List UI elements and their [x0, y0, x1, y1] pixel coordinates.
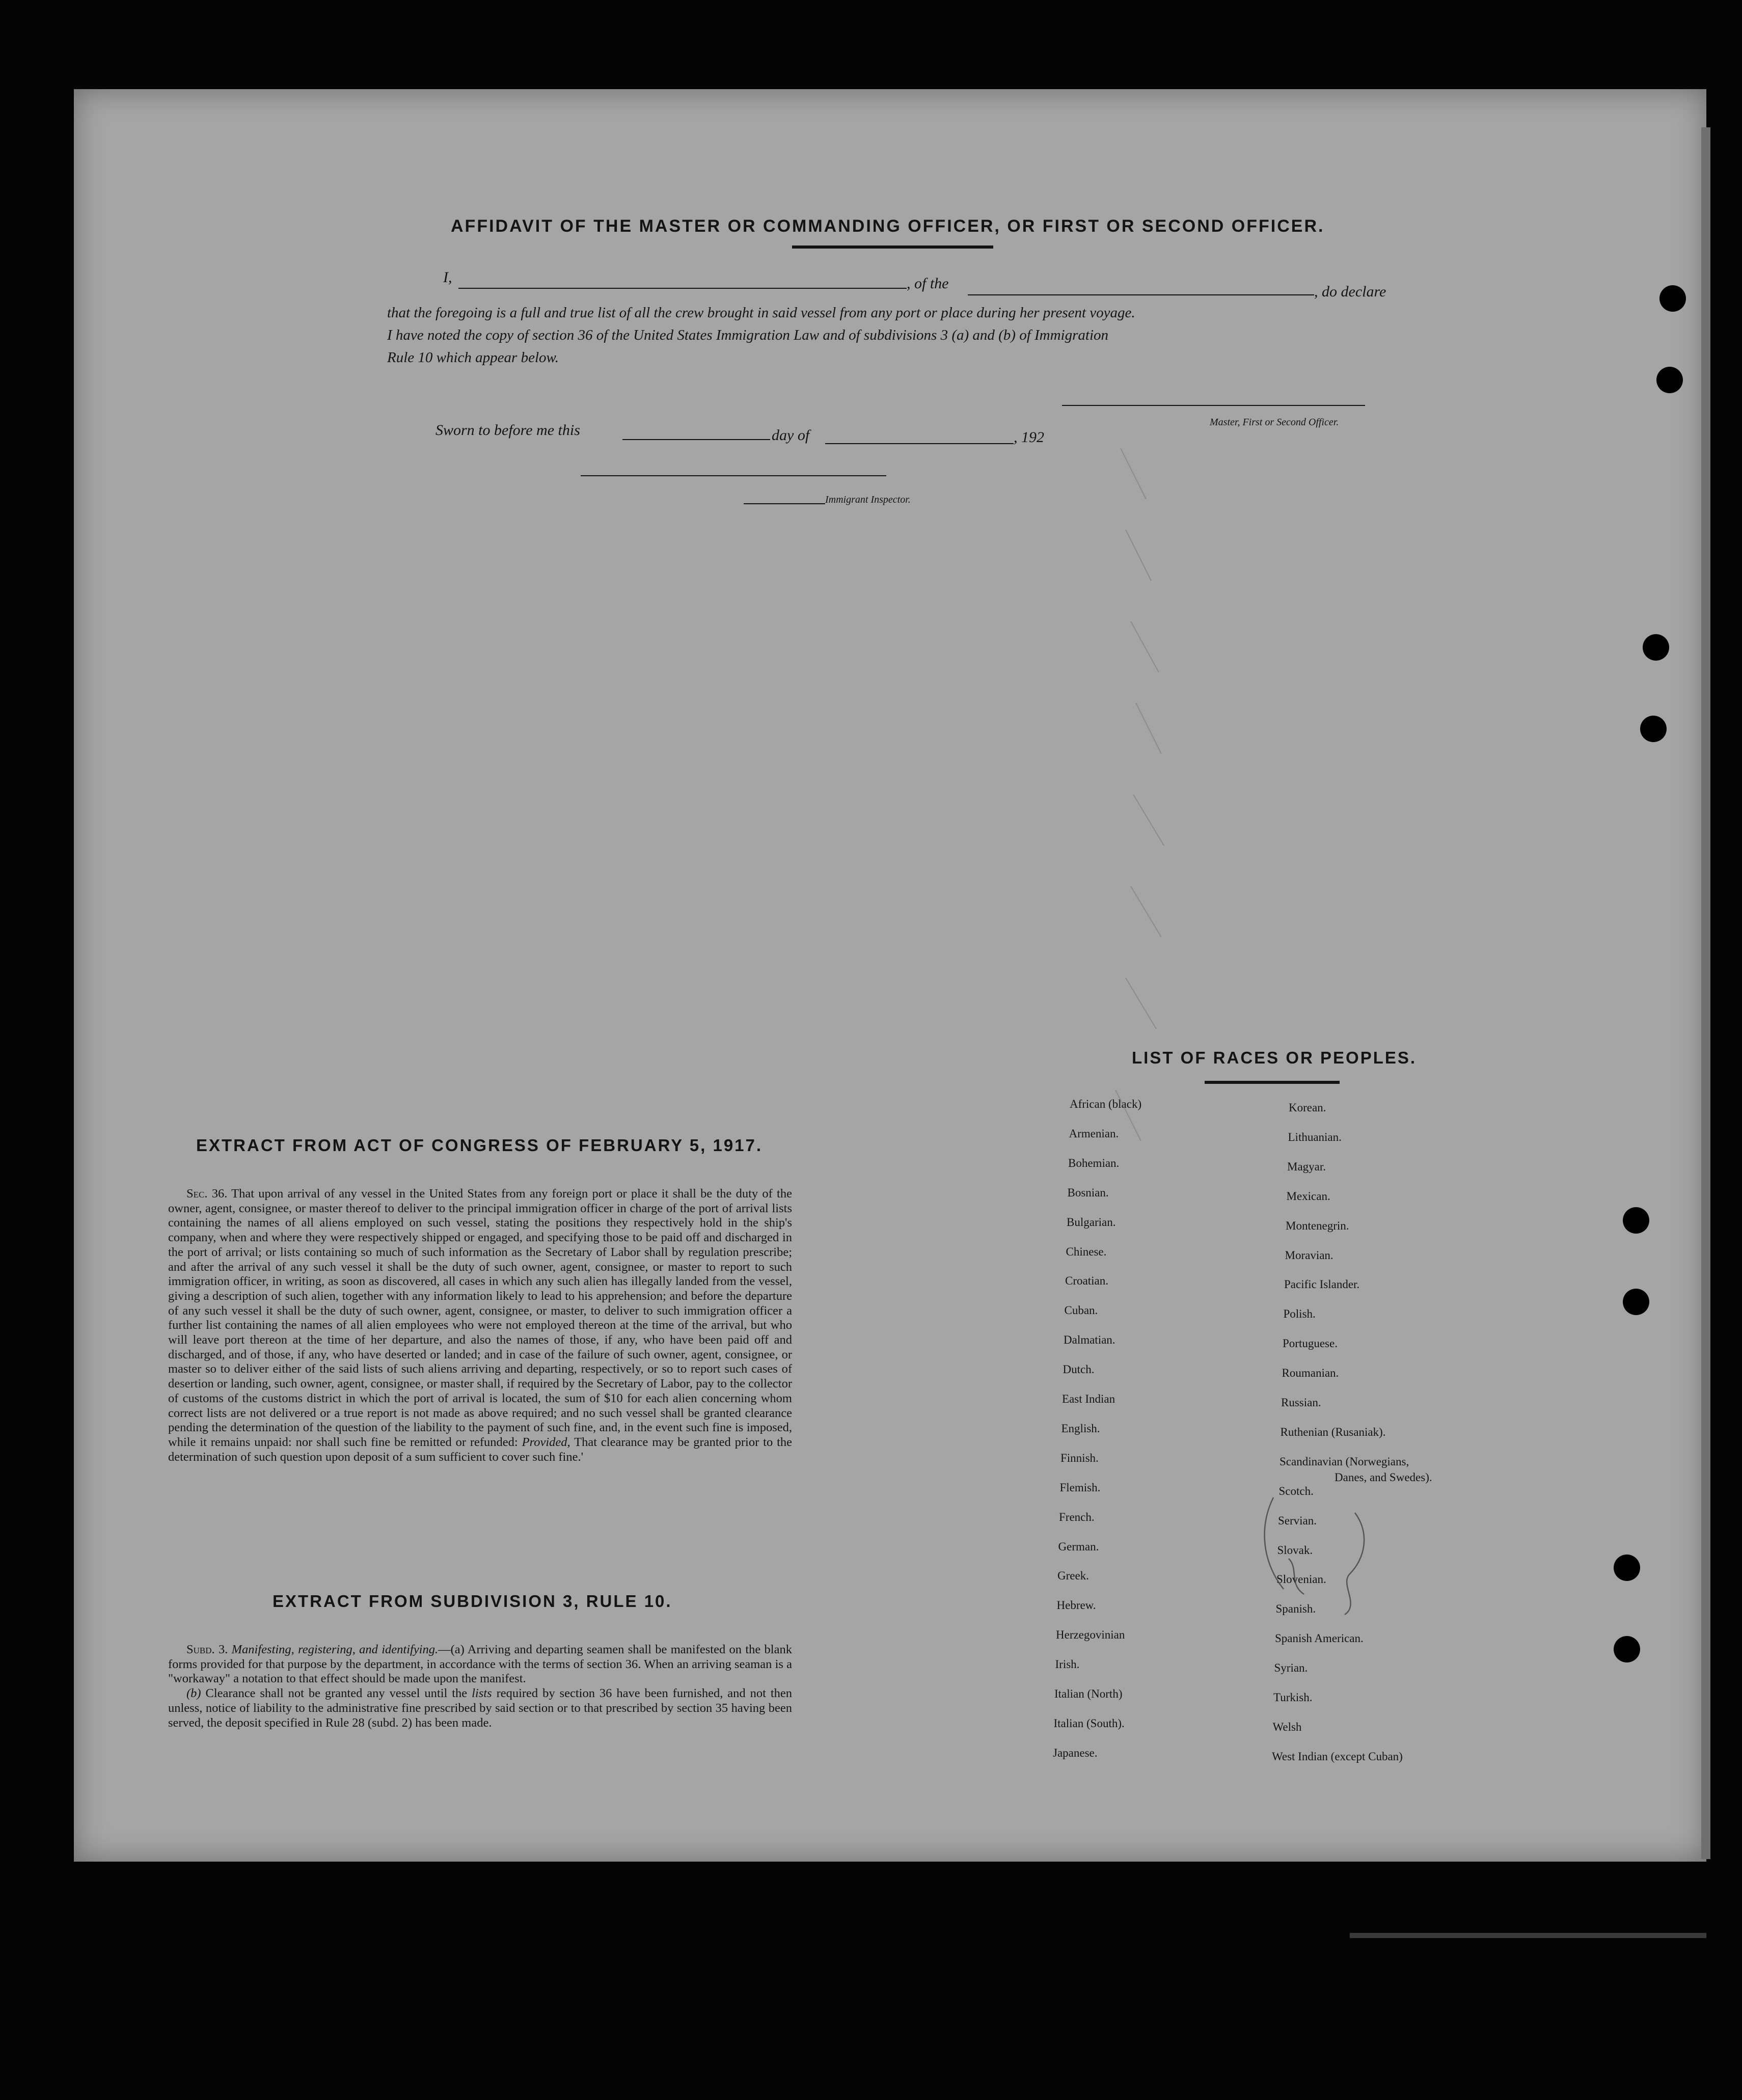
race-item: Bosnian.	[1067, 1186, 1109, 1199]
race-item: Flemish.	[1059, 1481, 1101, 1494]
affidavit-do-declare: , do declare	[1314, 283, 1386, 300]
scandinavian-continued: Danes, and Swedes).	[1335, 1471, 1432, 1484]
inspector-signature-line	[581, 475, 886, 476]
inspector-short-line	[744, 503, 825, 504]
race-item: Roumanian.	[1282, 1367, 1339, 1380]
affidavit-title: AFFIDAVIT OF THE MASTER OR COMMANDING OFFICER, OR FIRST OR SECOND OFFICER.	[451, 216, 1325, 236]
race-item: English.	[1061, 1422, 1100, 1435]
subd-label: Subd. 3.	[186, 1643, 228, 1656]
handwritten-marks	[1253, 1484, 1385, 1620]
race-item: Pacific Islander.	[1284, 1278, 1360, 1291]
act-text-1: That upon arrival of any vessel in the United States from any foreign port or place it shall be the duty of the owner, agent, consignee, or master thereof to deliver to the principal immigration officer in charge of the port of arrival lists containing the names of all aliens employed on such vessel, stating the positions they respectively hold in the ship's company, when and where they were respectively shipped or engaged, and specifying those to be paid off and discharged in the port of arrival; or lists containing so much of such information as the Secretary of Labor shall by regulation prescribe; and after the arrival of any such vessel it shall be the duty of such owner, agent, consignee, or master to report to such immigration officer, in writing, as soon as discovered, all cases in which any such alien has illegally landed from the vessel, giving a description of such alien, together with any information likely to lead to his apprehension; and before the departure of any such vessel it shall be the duty of such owner, agent, consignee, or master, to deliver to such immigration officer a further list containing the names of all alien employees who were not employed thereon at the time of the arrival, but who will leave port thereon at the time of her departure, and also the names of those, if any, who have been paid off and discharged, and of those, if any, who have deserted or landed; and in case of the failure of such owner, agent, consignee, or master so to deliver either of the said lists of such aliens arriving and departing, respectively, or so to report such cases of desertion or landing, such owner, agent, consignee, or master shall, if required by the Secretary of Labor, pay to the collector of customs of the customs district in which the port of arrival is located, the sum of $10 for each alien concerning whom correct lists are not delivered or a true report is not made as above required; and no such vessel shall be granted clearance pending the determination of the question of the liability to the payment of such fine, and, in the event such fine is imposed, while it remains unpaid: nor shall such fine be remitted or refunded:	[168, 1187, 792, 1449]
races-title: LIST OF RACES OR PEOPLES.	[1132, 1048, 1417, 1067]
race-item: Korean.	[1289, 1101, 1326, 1114]
race-item: Croatian.	[1065, 1274, 1108, 1288]
race-item: Syrian.	[1274, 1661, 1308, 1675]
subd-heading: Manifesting, registering, and identifying.	[231, 1643, 439, 1656]
race-item: Cuban.	[1064, 1304, 1098, 1317]
race-item: Spanish American.	[1275, 1632, 1364, 1645]
race-item: Japanese.	[1053, 1746, 1098, 1759]
rule-extract-title: EXTRACT FROM SUBDIVISION 3, RULE 10.	[273, 1592, 672, 1611]
race-item: Greek.	[1057, 1569, 1089, 1583]
title-underline	[792, 246, 993, 249]
race-item: Spanish.	[1275, 1602, 1316, 1616]
affidavit-i-prefix: I,	[443, 269, 452, 286]
day-of: day of	[772, 427, 810, 444]
race-item: Finnish.	[1060, 1451, 1099, 1464]
year-prefix: , 192	[1014, 429, 1044, 446]
punch-hole	[1643, 634, 1669, 661]
race-item: German.	[1058, 1540, 1099, 1553]
para-b-2: required by section 36 have been furnished, and not then unless, notice of liability to the administrative fine prescribed by said section or to that prescribed by section 35 having been served, the deposit specified in Rule 28 (subd. 2) has been made.	[168, 1686, 793, 1730]
rule-extract-body	[168, 1643, 792, 1730]
race-item: Slovenian.	[1276, 1573, 1326, 1586]
race-item: Armenian.	[1069, 1127, 1119, 1140]
race-item: East Indian	[1062, 1393, 1115, 1405]
master-label: Master, First or Second Officer.	[1210, 417, 1339, 428]
name-blank	[458, 288, 907, 289]
page-edge	[1701, 127, 1710, 1859]
race-item: Dalmatian.	[1064, 1333, 1115, 1347]
punch-hole	[1640, 716, 1667, 742]
sec-label: Sec. 36.	[186, 1187, 228, 1201]
act-extract-body	[168, 1187, 792, 1464]
race-item: West Indian (except Cuban)	[1272, 1750, 1403, 1763]
race-item: Welsh	[1272, 1720, 1302, 1733]
punch-hole	[1623, 1207, 1649, 1234]
race-item: Mexican.	[1286, 1189, 1330, 1203]
punch-hole	[1614, 1554, 1640, 1581]
inspector-label: Immigrant Inspector.	[825, 494, 911, 505]
provided-word: Provided,	[522, 1435, 570, 1449]
affidavit-line-3: I have noted the copy of section 36 of the United States Immigration Law and of subdivisions 3 (a) and (b) of Immigration	[387, 327, 1109, 343]
pencil-marks	[1110, 438, 1212, 1151]
race-item: Herzegovinian	[1056, 1628, 1125, 1642]
race-item: Italian (North)	[1054, 1687, 1123, 1700]
race-item: Portuguese.	[1283, 1337, 1338, 1350]
race-item: Irish.	[1055, 1658, 1080, 1671]
master-signature-line	[1062, 405, 1365, 406]
race-item: Dutch.	[1063, 1363, 1095, 1376]
affidavit-of-the: , of the	[907, 275, 949, 292]
affidavit-line-4: Rule 10 which appear below.	[387, 349, 559, 366]
race-item: Hebrew.	[1056, 1599, 1096, 1612]
race-item: Ruthenian (Rusaniak).	[1280, 1425, 1386, 1438]
scan-artifact	[1350, 1933, 1706, 1938]
race-item: Chinese.	[1066, 1245, 1107, 1258]
race-item: Slovak.	[1277, 1543, 1313, 1557]
affidavit-line-2: that the foregoing is a full and true list of all the crew brought in said vessel from any port or place during her present voyage.	[387, 305, 1135, 321]
race-item: Scandinavian (Norwegians,	[1280, 1455, 1409, 1468]
punch-hole	[1614, 1636, 1640, 1662]
para-b-label: (b)	[186, 1686, 201, 1701]
race-item: Polish.	[1283, 1307, 1316, 1321]
punch-hole	[1656, 367, 1683, 393]
race-item: Turkish.	[1273, 1691, 1313, 1704]
race-item: Italian (South).	[1053, 1716, 1125, 1730]
punch-hole	[1659, 285, 1686, 312]
race-item: Lithuanian.	[1288, 1130, 1342, 1143]
race-item: Magyar.	[1287, 1160, 1326, 1173]
race-item: Moravian.	[1285, 1248, 1333, 1262]
race-item: Scotch.	[1278, 1484, 1314, 1497]
act-text-2: That clearance may be granted prior to the determination of such question upon deposit of a sum sufficient to cover such fine.'	[168, 1435, 793, 1464]
race-item: Bulgarian.	[1067, 1215, 1116, 1229]
punch-hole	[1623, 1289, 1649, 1315]
race-item: French.	[1059, 1510, 1095, 1523]
para-b-lists: lists	[472, 1686, 492, 1701]
races-underline	[1205, 1081, 1340, 1084]
race-item: African (black)	[1070, 1098, 1142, 1110]
race-item: Servian.	[1278, 1514, 1317, 1527]
affidavit-body	[387, 302, 1406, 369]
para-b-1: Clearance shall not be granted any vessel until the	[205, 1686, 468, 1701]
sworn-prefix: Sworn to before me this	[435, 422, 580, 439]
vessel-blank	[968, 294, 1314, 295]
act-extract-title: EXTRACT FROM ACT OF CONGRESS OF FEBRUARY 5, 1917.	[196, 1136, 763, 1155]
sworn-month-blank	[825, 443, 1014, 444]
sworn-day-blank	[622, 439, 770, 440]
race-item: Montenegrin.	[1286, 1219, 1349, 1232]
para-a: —(a) Arriving and departing seamen shall be manifested on the blank forms provided for that purpose by the department, in accordance with the terms of section 36. When an arriving seaman is a "workaway" a notation to that effect should be made upon the manifest.	[168, 1643, 792, 1686]
race-item: Russian.	[1281, 1396, 1321, 1409]
race-item: Bohemian.	[1068, 1156, 1120, 1169]
